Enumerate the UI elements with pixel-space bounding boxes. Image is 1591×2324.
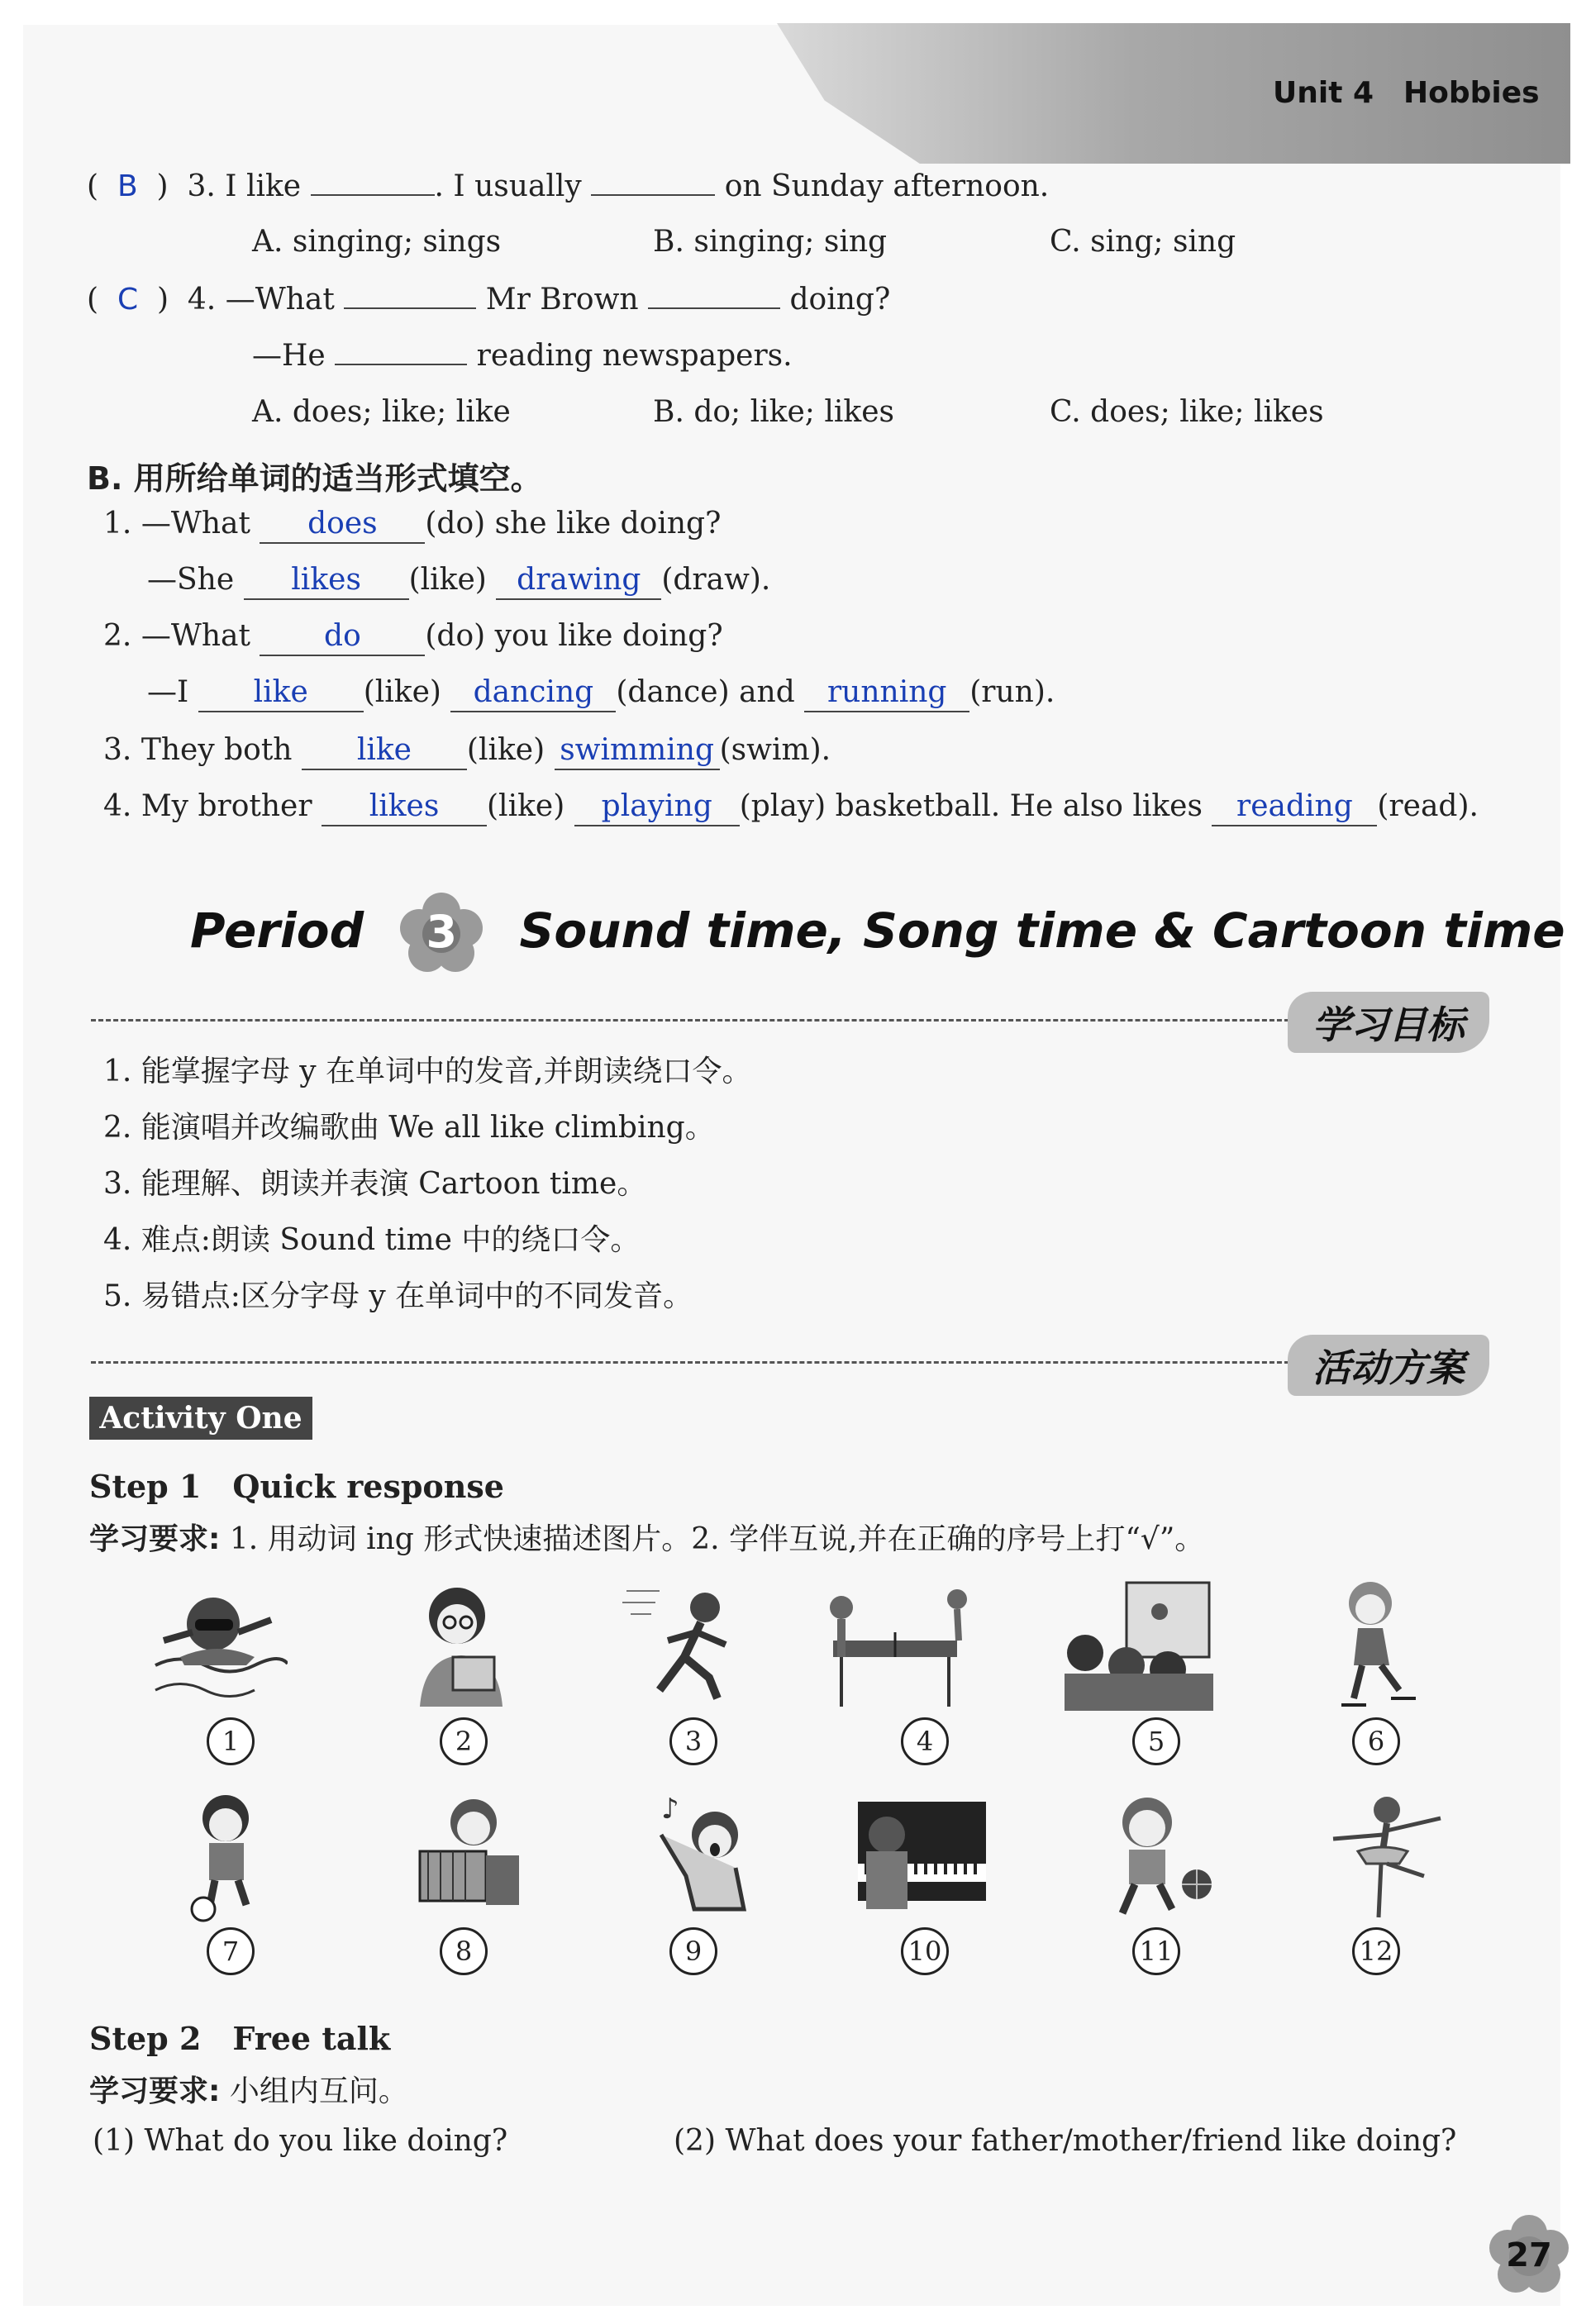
step-1-title: Step 1 Quick response: [89, 1468, 504, 1505]
step-2-title: Step 2 Free talk: [89, 2020, 391, 2057]
picture-number[interactable]: 3: [669, 1717, 717, 1765]
answer-blank[interactable]: running: [804, 674, 969, 712]
fill-question-3: [103, 732, 831, 770]
picture-number[interactable]: 7: [207, 1927, 255, 1975]
q-text: (run).: [969, 675, 1055, 709]
running-icon: [610, 1574, 750, 1715]
reading-icon: [395, 1574, 536, 1715]
q-text: (like): [487, 789, 565, 823]
unit-topic: Hobbies: [1403, 76, 1540, 110]
blank[interactable]: [591, 169, 715, 196]
q-text: (read).: [1377, 789, 1479, 823]
mc-stem: —What: [225, 283, 335, 317]
picture-number[interactable]: 2: [440, 1717, 488, 1765]
picture-number[interactable]: 5: [1132, 1717, 1180, 1765]
blank[interactable]: [311, 169, 435, 196]
answer-blank[interactable]: drawing: [496, 562, 661, 600]
goal-item: 3. 能理解、朗读并表演 Cartoon time。: [103, 1167, 647, 1201]
period-title-text: Sound time, Song time & Cartoon time: [519, 902, 1565, 960]
goal-item: 5. 易错点:区分字母 y 在单词中的不同发音。: [103, 1279, 693, 1313]
divider: [91, 1361, 1289, 1364]
q-number: 2.: [103, 619, 132, 653]
picture-number[interactable]: 6: [1352, 1717, 1400, 1765]
requirement-text: 小组内互问。: [229, 2074, 408, 2108]
mc-question-4: ( C ) 4. —What Mr Brown doing?: [87, 283, 891, 317]
unit-header: [1273, 76, 1540, 110]
answer-blank[interactable]: likes: [244, 562, 409, 600]
page-number-badge: [1488, 2215, 1570, 2298]
singing-icon: [628, 1785, 769, 1926]
period-word: Period: [190, 902, 364, 960]
requirement-label: 学习要求:: [89, 1522, 221, 1556]
picture-number[interactable]: 10: [901, 1927, 949, 1975]
fill-question-4: [103, 788, 1479, 826]
blank[interactable]: [648, 283, 780, 309]
mc-answer-3: B: [117, 169, 138, 203]
fill-question-2-line-2: [147, 674, 1055, 712]
mc-option: A. singing; sings: [252, 225, 502, 259]
period-number: 3: [426, 906, 458, 958]
q-text: —She: [147, 563, 235, 597]
blank[interactable]: [335, 339, 467, 365]
q-text: —What: [141, 507, 250, 541]
q-text: (like): [466, 733, 545, 767]
fill-question-2: [103, 618, 723, 656]
q-number: 4.: [103, 789, 132, 823]
flower-badge-icon: [400, 893, 483, 975]
mc-question-3: ( B ) 3. I like . I usually on Sunday afternoon.: [87, 169, 1050, 203]
q-number: 3.: [103, 733, 132, 767]
mc-number: 3.: [187, 169, 216, 203]
section-b-title: B. 用所给单词的适当形式填空。: [87, 460, 542, 497]
goals-tag: 学习目标: [1288, 992, 1489, 1053]
divider: [91, 1019, 1289, 1022]
skating-icon: [1308, 1574, 1449, 1715]
q-text: —I: [147, 675, 189, 709]
picture-number[interactable]: 12: [1352, 1927, 1400, 1975]
q-number: 1.: [103, 507, 132, 541]
picture-number[interactable]: 9: [669, 1927, 717, 1975]
fill-question-1-line-2: [147, 562, 770, 600]
answer-blank[interactable]: reading: [1212, 788, 1377, 826]
mc-number: 4.: [187, 283, 217, 317]
q-text: (do) you like doing?: [425, 619, 723, 653]
fill-question-1: [103, 506, 721, 544]
watching-films-icon: [1060, 1574, 1201, 1715]
picture-number[interactable]: 11: [1132, 1927, 1180, 1975]
period-heading: [190, 893, 1565, 975]
basketball-icon: [1089, 1785, 1230, 1926]
answer-blank[interactable]: dancing: [450, 674, 616, 712]
mc-stem: Mr Brown: [485, 283, 639, 317]
mc-option: C. sing; sing: [1050, 225, 1236, 259]
answer-blank[interactable]: like: [198, 674, 364, 712]
q-text: (do) she like doing?: [425, 507, 722, 541]
q-text: (dance) and: [616, 675, 795, 709]
q-text: (like): [408, 563, 487, 597]
answer-blank[interactable]: do: [260, 618, 425, 656]
activity-label: Activity One: [89, 1397, 312, 1440]
answer-blank[interactable]: swimming: [555, 732, 720, 770]
piano-icon: [850, 1785, 990, 1926]
q-text: (like): [363, 675, 441, 709]
dancing-icon: [1308, 1785, 1449, 1926]
q-text: My brother: [141, 789, 312, 823]
goal-item: 4. 难点:朗读 Sound time 中的绕口令。: [103, 1223, 641, 1257]
step-1-requirement: [89, 1516, 1204, 1558]
svg-text:♪: ♪: [661, 1793, 679, 1826]
answer-blank[interactable]: like: [302, 732, 467, 770]
answer-blank[interactable]: does: [260, 506, 425, 544]
mc-stem: —He: [252, 339, 326, 373]
blank[interactable]: [344, 283, 476, 309]
mc-stem: reading newspapers.: [476, 339, 793, 373]
free-talk-question-2: (2) What does your father/mother/friend like doing?: [674, 2124, 1457, 2158]
mc-line-2: [252, 339, 793, 373]
mc-answer-4: C: [117, 283, 139, 317]
mc-option: C. does; like; likes: [1050, 395, 1324, 429]
requirement-label: 学习要求:: [89, 2074, 221, 2108]
page-number: 27: [1506, 2236, 1552, 2274]
mc-stem: doing?: [789, 283, 891, 317]
q-text: (swim).: [719, 733, 831, 767]
mc-stem: on Sunday afternoon.: [724, 169, 1050, 203]
answer-blank[interactable]: playing: [574, 788, 740, 826]
plan-tag: 活动方案: [1288, 1335, 1489, 1396]
mc-option: A. does; like; like: [252, 395, 511, 429]
answer-blank[interactable]: likes: [322, 788, 487, 826]
free-talk-question-1: (1) What do you like doing?: [93, 2124, 508, 2158]
mc-stem: I like: [225, 169, 302, 203]
requirement-text: 1. 用动词 ing 形式快速描述图片。2. 学伴互说,并在正确的序号上打“√”。: [229, 1522, 1205, 1556]
picture-number[interactable]: 1: [207, 1717, 255, 1765]
accordion-icon: [395, 1785, 536, 1926]
unit-label: Unit 4: [1273, 76, 1374, 110]
picture-number[interactable]: 4: [901, 1717, 949, 1765]
picture-number[interactable]: 8: [440, 1927, 488, 1975]
q-text: (draw).: [661, 563, 771, 597]
mc-option: B. singing; sing: [653, 225, 888, 259]
goal-item: 2. 能演唱并改编歌曲 We all like climbing。: [103, 1111, 715, 1145]
q-text: (play) basketball. He also likes: [739, 789, 1203, 823]
q-text: They both: [141, 733, 293, 767]
swimming-icon: [147, 1574, 288, 1715]
table-tennis-icon: [808, 1574, 949, 1715]
mc-stem: . I usually: [434, 169, 582, 203]
football-icon: [164, 1785, 304, 1926]
mc-option: B. do; like; likes: [653, 395, 894, 429]
goal-item: 1. 能掌握字母 y 在单词中的发音,并朗读绕口令。: [103, 1055, 752, 1088]
step-2-requirement: [89, 2068, 408, 2110]
q-text: —What: [141, 619, 250, 653]
